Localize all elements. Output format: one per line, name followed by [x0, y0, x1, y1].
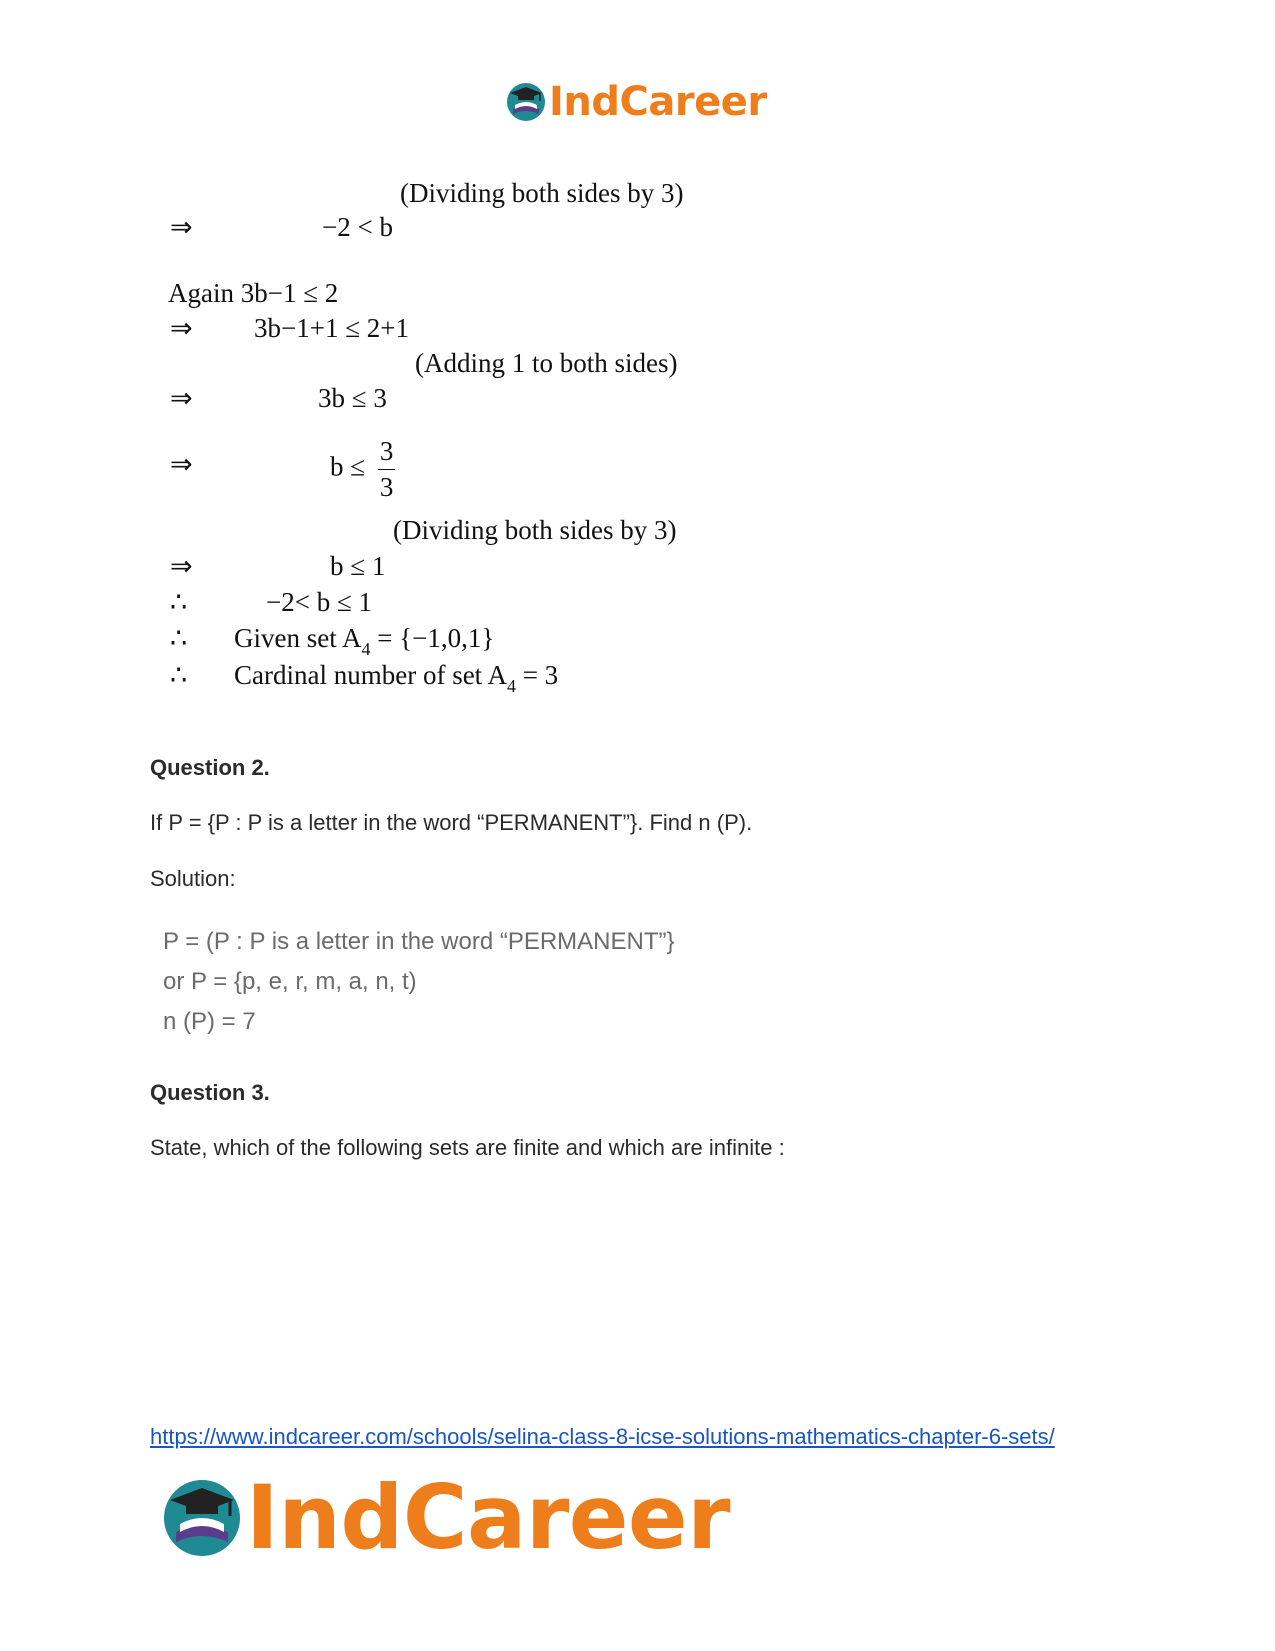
therefore-symbol: ∴: [170, 587, 188, 617]
implies-symbol: ⇒: [170, 212, 193, 242]
header-logo: [505, 78, 767, 126]
math-line: b ≤ 1: [330, 551, 386, 581]
graduation-cap-logo-icon: [505, 81, 547, 123]
math-note-adding: (Adding 1 to both sides): [415, 348, 678, 378]
solution-label: Solution:: [150, 866, 236, 891]
solution-line: n (P) = 7: [163, 1008, 256, 1035]
math-line: 3b ≤ 3: [318, 383, 387, 413]
fraction-numerator: 3: [378, 438, 396, 470]
question-3-title: Question 3.: [150, 1080, 270, 1105]
question-2-text: If P = {P : P is a letter in the word “PERMANENT”}. Find n (P).: [150, 810, 753, 835]
implies-symbol: ⇒: [170, 313, 193, 343]
fraction: [378, 438, 396, 501]
footer-logo: [160, 1468, 730, 1568]
solution-line: P = (P : P is a letter in the word “PERMANENT”}: [163, 928, 675, 955]
math-line-cardinal: Cardinal number of set $A_4 = 3$: [234, 660, 559, 696]
math-line-given-set: Given set $A_4 = \{-1,0,1\}$: [234, 623, 495, 659]
question-3-text: State, which of the following sets are finite and which are infinite :: [150, 1135, 785, 1160]
implies-symbol: ⇒: [170, 383, 193, 413]
footer-source-link[interactable]: https://www.indcareer.com/schools/selina-class-8-icse-solutions-mathematics-chapter-6-sets/: [150, 1424, 1055, 1449]
solution-line: or P = {p, e, r, m, a, n, t): [163, 968, 417, 995]
logo-wordmark: IndCareer: [246, 1466, 731, 1569]
math-line: −2 < b: [322, 212, 393, 242]
math-line-again: Again 3b−1 ≤ 2: [168, 278, 339, 308]
math-note-dividing: (Dividing both sides by 3): [400, 178, 684, 208]
implies-symbol: ⇒: [170, 449, 193, 479]
math-line: 3b−1+1 ≤ 2+1: [254, 313, 409, 343]
therefore-symbol: ∴: [170, 623, 188, 653]
math-line-fraction: b ≤ $\frac{3}{3}$: [330, 436, 394, 502]
fraction-denominator: 3: [379, 472, 394, 502]
therefore-symbol: ∴: [170, 660, 188, 690]
math-line: −2< b ≤ 1: [266, 587, 373, 617]
graduation-cap-logo-icon: [160, 1476, 244, 1560]
implies-symbol: ⇒: [170, 551, 193, 581]
logo-wordmark: IndCareer: [549, 79, 767, 125]
math-note-dividing: (Dividing both sides by 3): [393, 515, 677, 545]
question-2-title: Question 2.: [150, 755, 270, 780]
